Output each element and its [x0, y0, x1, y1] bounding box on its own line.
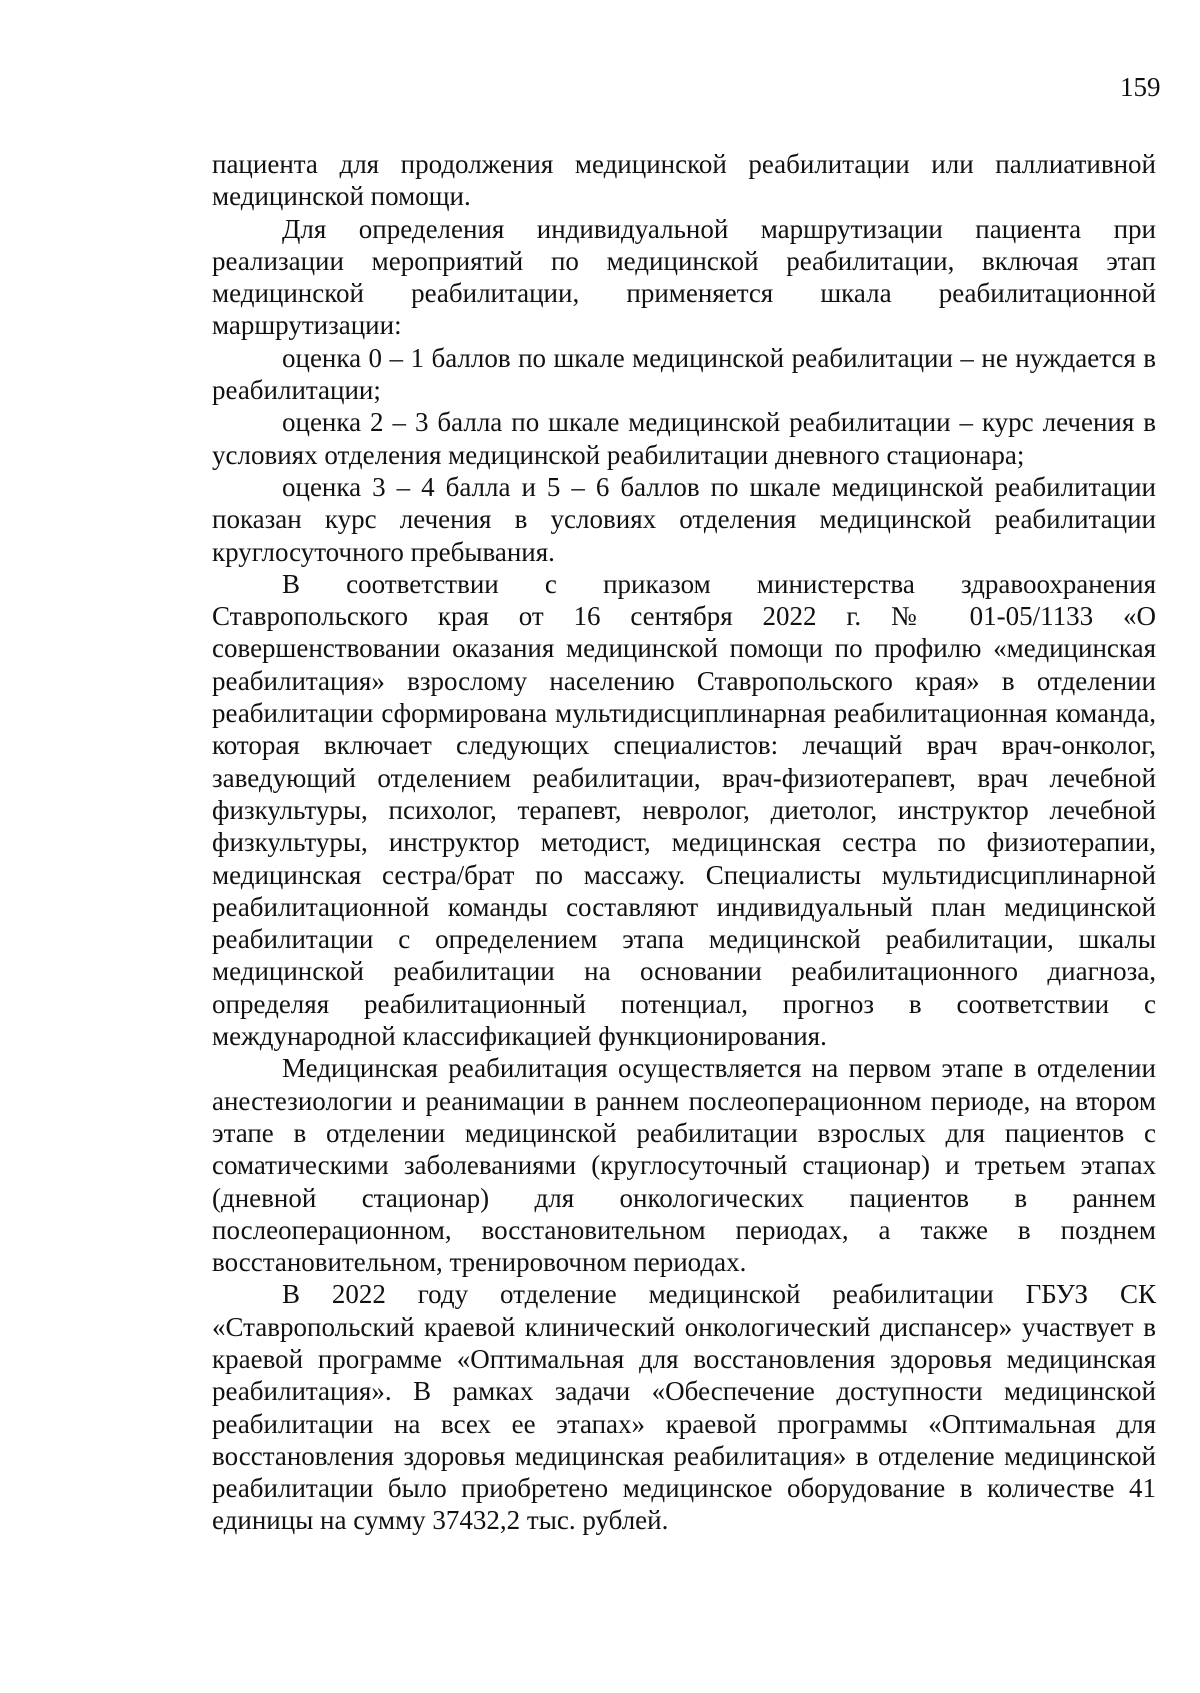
page-number: 159: [1120, 72, 1161, 102]
paragraph-routing-scale: Для определения индивидуальной маршрутизации пациента при реализации мероприятий по медицинской реабилитации, включая этап медицинской реабилитации, применяется шкала реабилитационной маршрутизации:: [212, 213, 1156, 341]
paragraph-team: В соответствии с приказом министерства здравоохранения Ставропольского края от 16 сентября 2022 г. № 01-05/1133 «О совершенствовании оказания медицинской помощи по профилю «медицинская реабилитация» взрослому населению Ставропольского края» в отделении реабилитации сформирована мультидисциплинарная реабилитационная команда, которая включает следующих специалистов: лечащий врач врач-онколог, заведующий отделением реабилитации, врач-физиотерапевт, врач лечебной физкультуры, психолог, терапевт, невролог, диетолог, инструктор лечебной физкультуры, инструктор методист, медицинская сестра по физиотерапии, медицинская сестра/брат по массажу. Специалисты мультидисциплинарной реабилитационной команды составляют индивидуальный план медицинской реабилитации с определением этапа медицинской реабилитации, шкалы медицинской реабилитации на основании реабилитационного диагноза, определяя реабилитационный потенциал, прогноз в соответствии с международной классификацией функционирования.: [212, 568, 1156, 1052]
document-body: [212, 148, 1156, 1537]
paragraph-continuation: пациента для продолжения медицинской реабилитации или паллиативной медицинской помощи.: [212, 149, 1156, 212]
paragraph-score-2-3: оценка 2 – 3 балла по шкале медицинской реабилитации – курс лечения в условиях отделения медицинской реабилитации дневного стационара;: [212, 407, 1156, 470]
paragraph-score-0-1: оценка 0 – 1 баллов по шкале медицинской реабилитации – не нуждается в реабилитации;: [212, 342, 1156, 406]
paragraph-score-3-6: оценка 3 – 4 балла и 5 – 6 баллов по шкале медицинской реабилитации показан курс лечения в условиях отделения медицинской реабилитации круглосуточного пребывания.: [212, 471, 1156, 567]
paragraph-program: В 2022 году отделение медицинской реабилитации ГБУЗ СК «Ставропольский краевой клинический онкологический диспансер» участвует в краевой программе «Оптимальная для восстановления здоровья медицинская реабилитация». В рамках задачи «Обеспечение доступности медицинской реабилитации на всех ее этапах» краевой программы «Оптимальная для восстановления здоровья медицинская реабилитация» в отделение медицинской реабилитации было приобретено медицинское оборудование в количестве 41 единицы на сумму 37432,2 тыс. рублей.: [212, 1279, 1156, 1536]
paragraph-stages: Медицинская реабилитация осуществляется на первом этапе в отделении анестезиологии и реанимации в раннем послеоперационном периоде, на втором этапе в отделении медицинской реабилитации взрослых для пациентов с соматическими заболеваниями (круглосуточный стационар) и третьем этапах (дневной стационар) для онкологических пациентов в раннем послеоперационном, восстановительном периодах, а также в позднем восстановительном, тренировочном периодах.: [212, 1053, 1156, 1278]
